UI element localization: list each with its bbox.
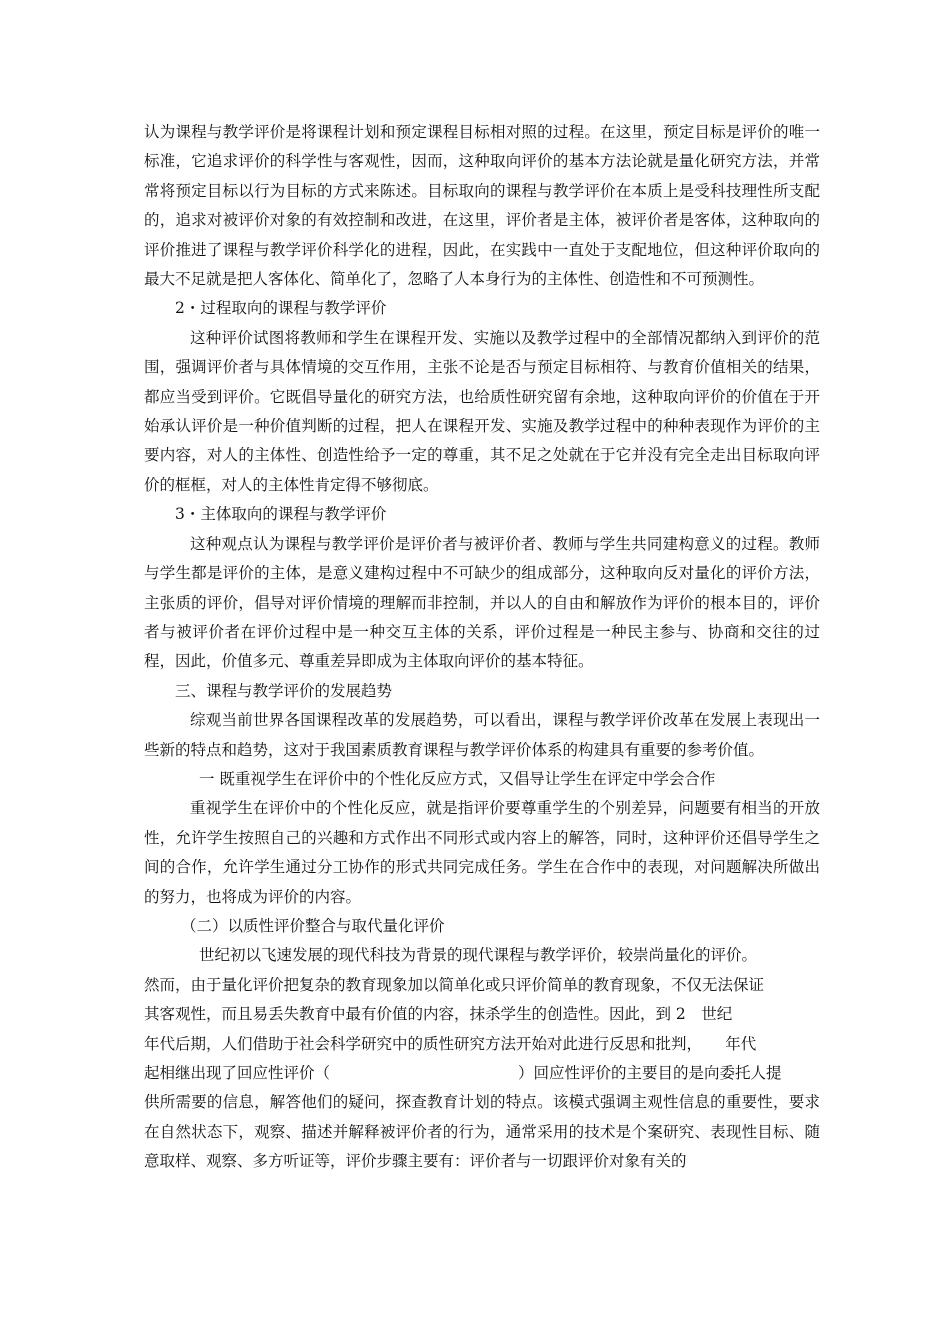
- line-5-end: ）回应性评价的主要目的是向委托人提: [518, 1064, 782, 1082]
- heading-process-orientation: 2・过程取向的课程与教学评价: [175, 299, 387, 318]
- paragraph-development-trends: 综观当前世界各国课程改革的发展趋势，可以看出，课程与教学评价改革在发展上表现出一些新的特点和趋势，这对于我国素质教育课程与教学评价体系的构建具有重要的参考价值。: [144, 711, 820, 759]
- line-5-start: 起相继出现了回应性评价（: [144, 1064, 331, 1082]
- paragraph-qualitative-line-2: 然而，由于量化评价把复杂的教育现象加以简单化或只评价简单的教育现象，不仅无法保证: [144, 975, 765, 994]
- heading-subject-orientation: 3・主体取向的课程与教学评价: [175, 505, 387, 524]
- paragraph-qualitative-line-4: 年代后期，人们借助于社会科学研究中的质性研究方法开始对此进行反思和批判， 年代: [144, 1034, 757, 1053]
- paragraph-qualitative-line-3: 其客观性，而且易丢失教育中最有价值的内容，抹杀学生的创造性。因此，到 2 世纪: [144, 1005, 733, 1024]
- heading-development-trends: 三、课程与教学评价的发展趋势: [175, 681, 393, 700]
- paragraph-qualitative-line-1: 世纪初以飞速发展的现代科技为背景的现代课程与教学评价，较崇尚量化的评价。: [199, 946, 758, 965]
- paragraph-process-orientation: 这种评价试图将教师和学生在课程开发、实施以及教学过程中的全部情况都纳入到评价的范围，强调评价者与具体情境的交互作用，主张不论是否与预定目标相符、与教育价值相关的结果，都应当受到评价。它既倡导量化的研究方法，也给质性研究留有余地，这种取向评价的价值在于开始承认评价是一种价值判断的过程，把人在课程开发、实施及教学过程中的种种表现作为评价的主要内容，对人的主体性、创造性给予一定的尊重，其不足之处就在于它并没有完全走出目标取向评价的框框，对人的主体性肯定得不够彻底。: [144, 328, 820, 494]
- paragraph-qualitative-rest: 供所需要的信息，解答他们的疑问，探查教育计划的特点。该模式强调主观性信息的重要性，要求在自然状态下，观察、描述并解释被评价者的行为，通常采用的技术是个案研究、表现性目标、随意取样、观察、多方听证等，评价步骤主要有：评价者与一切跟评价对象有关的: [144, 1093, 820, 1171]
- paragraph-qualitative-line-5: [144, 1059, 820, 1088]
- paragraph-subject-orientation: 这种观点认为课程与教学评价是评价者与被评价者、教师与学生共同建构意义的过程。教师与学生都是评价的主体，是意义建构过程中不可缺少的组成部分，这种取向反对量化的评价方法，主张质的评价，倡导对评价情境的理解而非控制，并以人的自由和解放作为评价的根本目的，评价者与被评价者在评价过程中是一种交互主体的关系，评价过程是一种民主参与、协商和交往的过程，因此，价值多元、尊重差异即成为主体取向评价的基本特征。: [144, 534, 820, 671]
- heading-individualized-response: 一 既重视学生在评价中的个性化反应方式，又倡导让学生在评定中学会合作: [199, 769, 716, 788]
- document-body: [144, 118, 820, 1177]
- paragraph-target-orientation: 认为课程与教学评价是将课程计划和预定课程目标相对照的过程。在这里，预定目标是评价的唯一标准，它追求评价的科学性与客观性，因而，这种取向评价的基本方法论就是量化研究方法，并常常将预定目标以行为目标的方式来陈述。目标取向的课程与教学评价在本质上是受科技理性所支配的，追求对被评价对象的有效控制和改进，在这里，评价者是主体，被评价者是客体，这种取向的评价推进了课程与教学评价科学化的进程，因此，在实践中一直处于支配地位，但这种评价取向的最大不足就是把人客体化、简单化了，忽略了人本身行为的主体性、创造性和不可预测性。: [144, 123, 820, 289]
- paragraph-individualized-response: 重视学生在评价中的个性化反应，就是指评价要尊重学生的个别差异，问题要有相当的开放性，允许学生按照自己的兴趣和方式作出不同形式或内容上的解答，同时，这种评价还倡导学生之间的合作，允许学生通过分工协作的形式共同完成任务。学生在合作中的表现，对问题解决所做出的努力，也将成为评价的内容。: [144, 799, 820, 906]
- heading-qualitative-evaluation: （二）以质性评价整合与取代量化评价: [181, 916, 445, 935]
